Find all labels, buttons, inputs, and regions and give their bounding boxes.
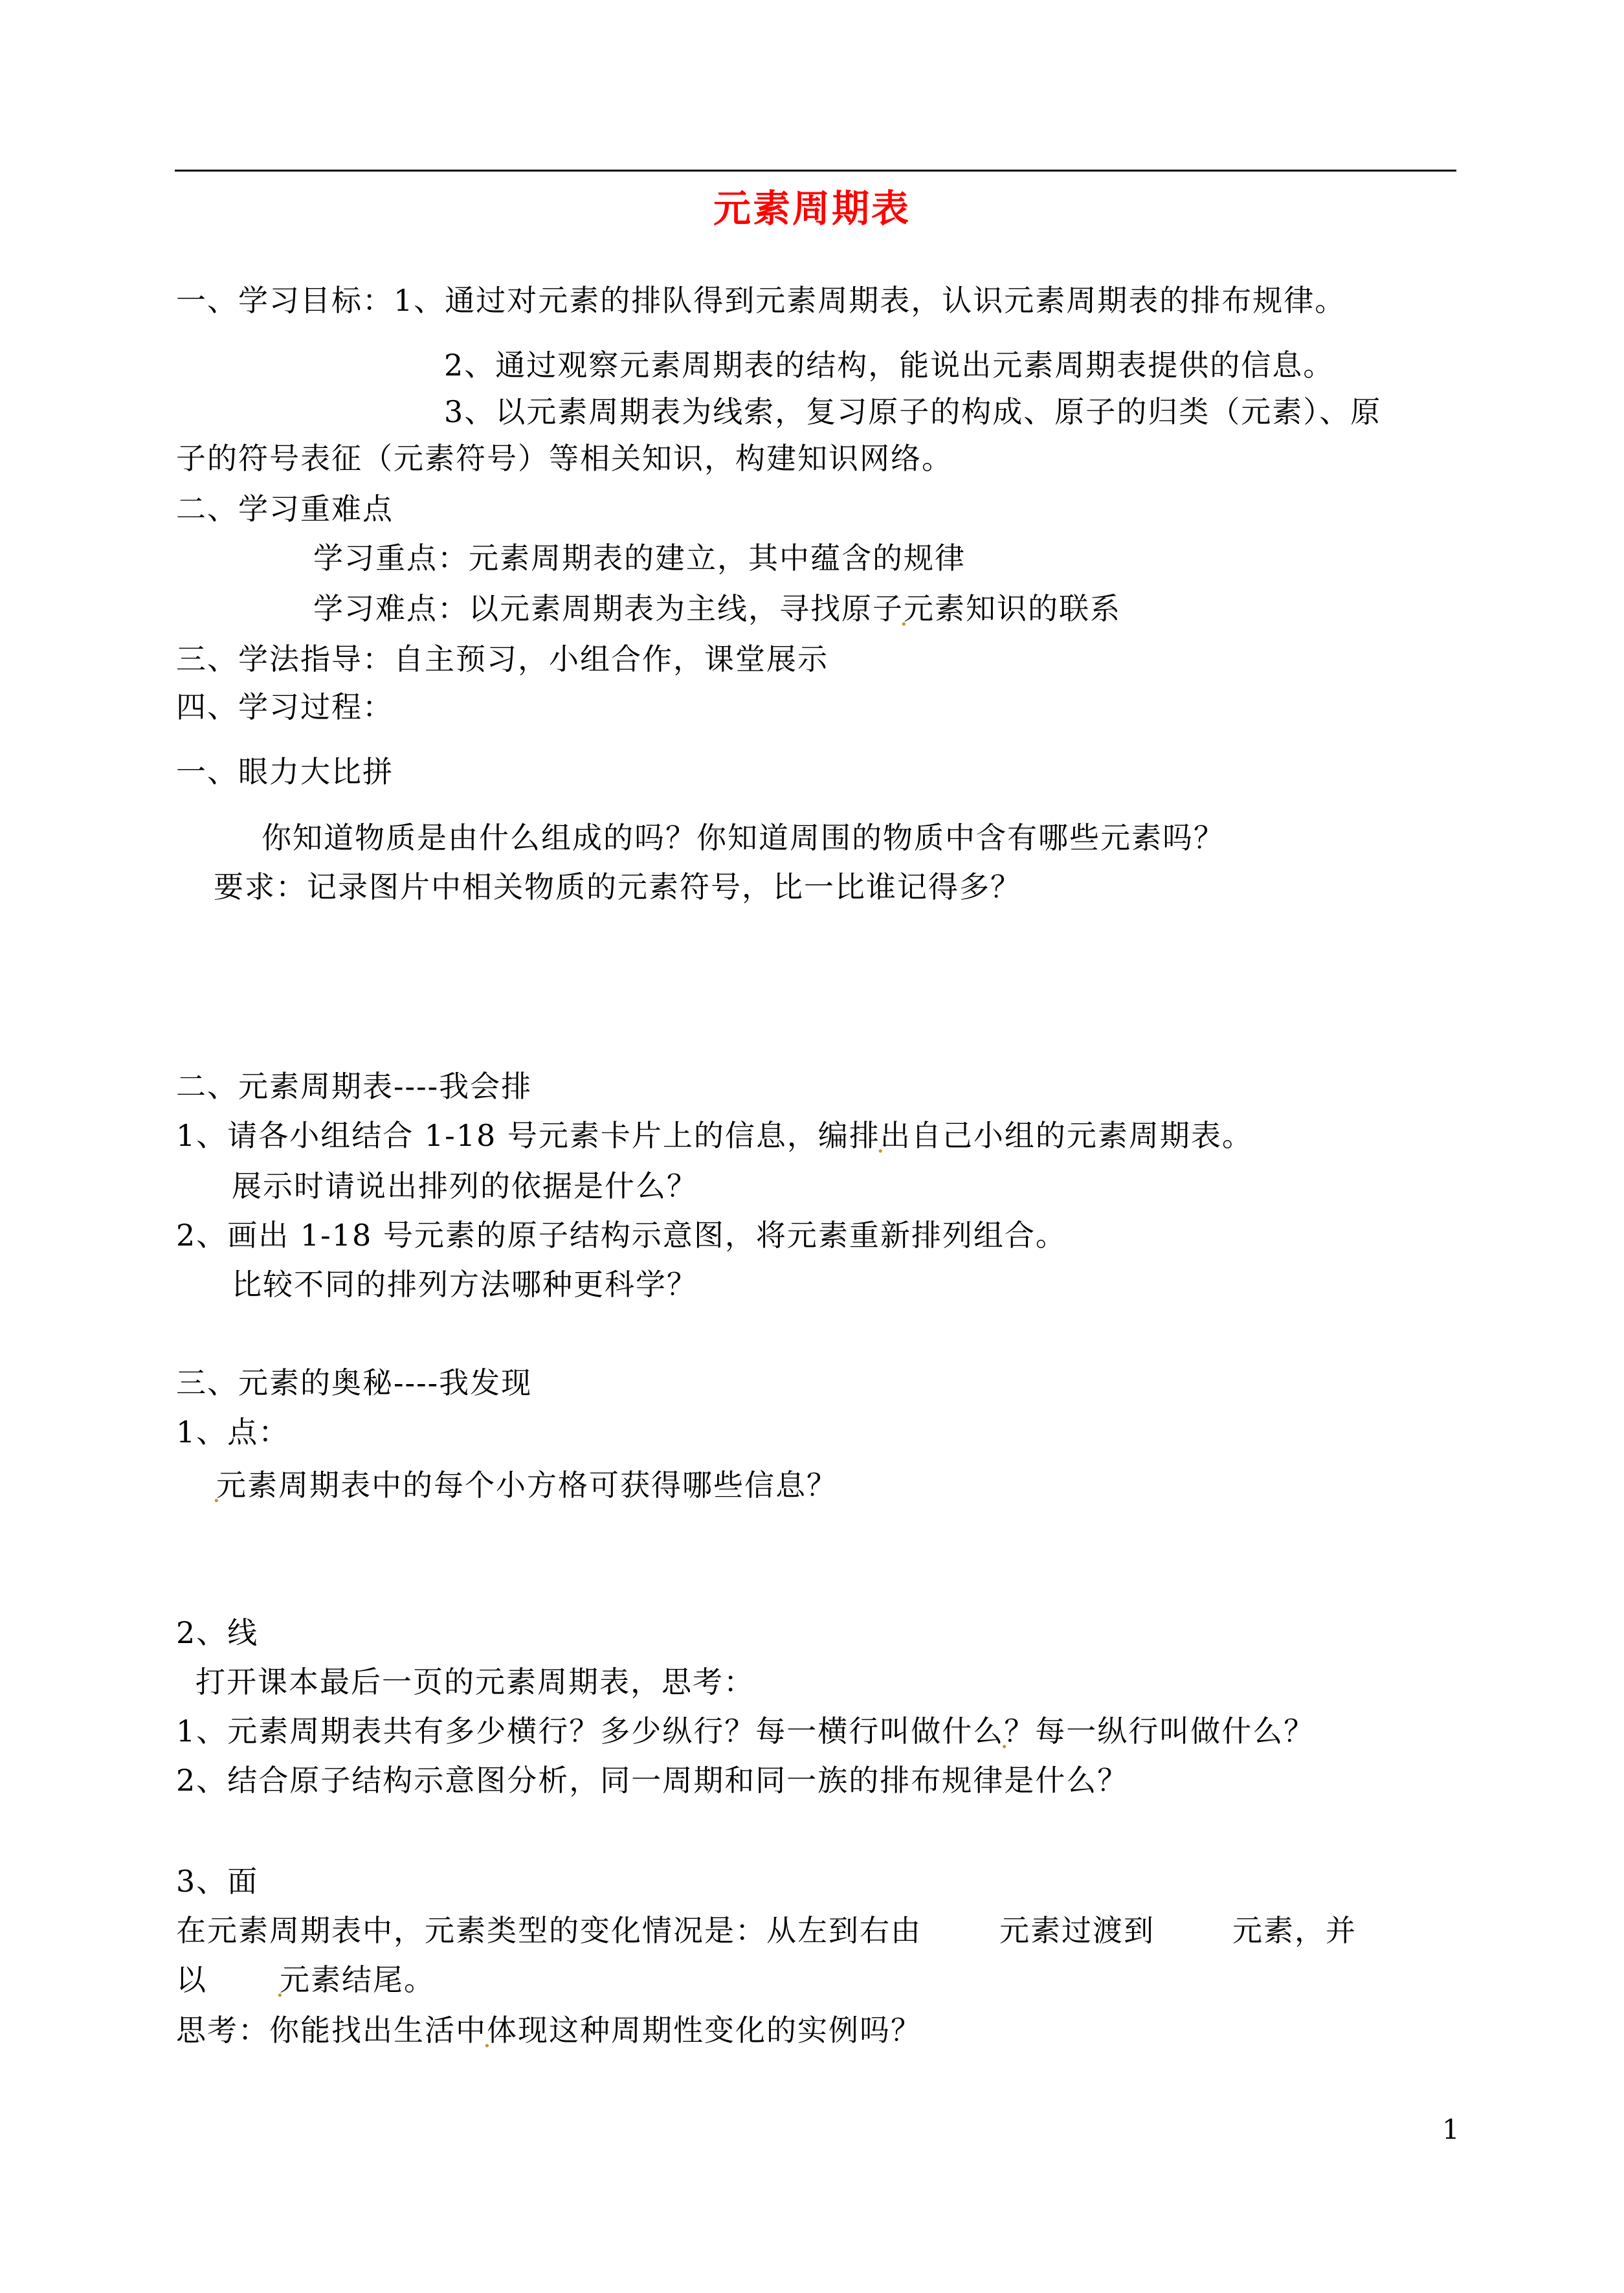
part3-line-q1 [176,1710,1315,1752]
header-rule [175,170,1456,172]
key-difficulty-text-b: 元素知识的联系 . [904,591,1121,626]
part3-heading: 三、元素的奥秘----我发现 [176,1365,533,1400]
part3-point-question [216,1464,838,1506]
objectives-line-3: 3、以元素周期表为线索，复习原子的构成、原子的归类（元素）、原 [444,394,1382,429]
part3-face-text-c: 元素，并 [1232,1913,1357,1948]
key-focus-line: 学习重点：元素周期表的建立，其中蕴含的规律 [313,541,966,576]
part3-face-line-1 [176,1910,1357,1951]
part3-point-label: 1、点： [176,1415,290,1449]
part3-face-label: 3、面 [176,1864,259,1899]
part3-line-intro: 打开课本最后一页的元素周期表，思考： [195,1664,755,1699]
part3-face-line-2 [176,1959,435,2000]
part3-face-text-b: 元素过渡到 [999,1913,1155,1948]
part1-heading: 一、眼力大比拼 [176,754,394,789]
part2-q1-sub: 展示时请说出排列的依据是什么？ [232,1169,698,1203]
part3-think-text-a: 思考：你能找出生活中 [176,2013,487,2048]
key-difficulty-text-a: 学习难点：以元素周期表为主线，寻找原子 [313,591,904,626]
part2-q1-text-a: 1、请各小组结合 1-18 号元素卡片上的信息，编排 [176,1118,880,1153]
part3-point-question-text: 元素周期表中的每个小方格可获得哪些信息？ . [216,1468,838,1503]
page-number: 1 [1442,2114,1460,2145]
part3-line-label: 2、线 [176,1615,259,1650]
part3-think-line [176,2009,922,2051]
part3-line-q1-text-b: ？每一纵行叫做什么？ . [1004,1714,1315,1749]
key-difficulty-line [313,588,1121,629]
part2-q1-text-b: 出自己小组的元素周期表。 . [880,1118,1253,1153]
part3-think-text-b: 体现这种周期性变化的实例吗？ . [487,2013,922,2048]
part3-face-text-e: 元素结尾。 . [280,1962,435,1997]
part1-question: 你知道物质是由什么组成的吗？你知道周围的物质中含有哪些元素吗？ [261,820,1225,855]
objectives-line-1: 一、学习目标：1、通过对元素的排队得到元素周期表，认识元素周期表的排布规律。 [176,283,1346,318]
method-line: 三、学法指导：自主预习，小组合作，课堂展示 [176,642,829,677]
part3-line-q2: 2、结合原子结构示意图分析，同一周期和同一族的排布规律是什么？ [176,1763,1129,1798]
part3-line-q1-text-a: 1、元素周期表共有多少横行？多少纵行？每一横行叫做什么 [176,1714,1005,1749]
part3-face-text-d: 以 [176,1962,207,1997]
objectives-line-2: 2、通过观察元素周期表的结构，能说出元素周期表提供的信息。 [444,348,1335,383]
page-title: 元素周期表 [713,186,911,230]
part3-face-text-a: 在元素周期表中，元素类型的变化情况是：从左到右由 [176,1913,922,1948]
part2-q2: 2、画出 1-18 号元素的原子结构示意图，将元素重新排列组合。 [176,1218,1067,1253]
process-heading: 四、学习过程： [176,689,394,724]
objectives-line-4: 子的符号表征（元素符号）等相关知识，构建知识网络。 [176,441,953,476]
part1-requirement: 要求：记录图片中相关物质的元素符号，比一比谁记得多？ [214,869,1021,904]
part2-heading: 二、元素周期表----我会排 [176,1069,533,1104]
part2-q1 [176,1115,1253,1156]
key-points-heading: 二、学习重难点 [176,491,394,526]
part2-q2-sub: 比较不同的排列方法哪种更科学？ [232,1267,698,1302]
